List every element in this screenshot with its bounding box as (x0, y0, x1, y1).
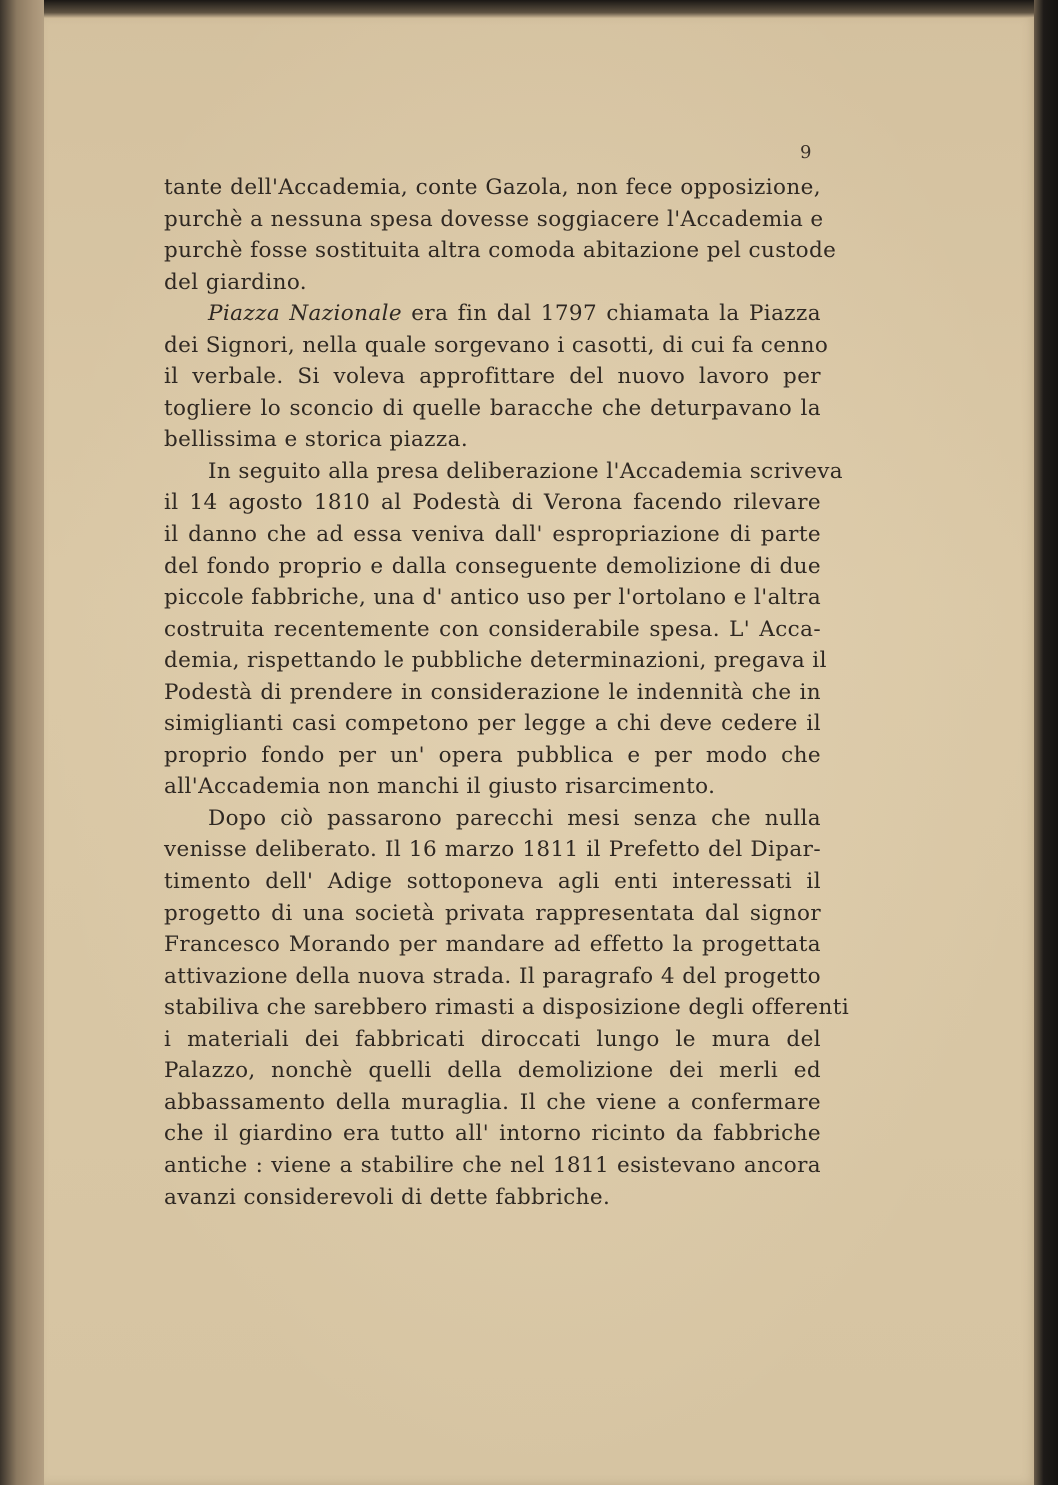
page-top-edge (44, 0, 1038, 18)
text-line: simiglianti casi competono per legge a chi deve cedere il (164, 711, 821, 737)
page-right-edge (1034, 0, 1058, 1485)
text-line: timento dell' Adige sottoponeva agli enti interessati il (164, 869, 821, 895)
text-line: demia, rispettando le pubbliche determinazioni, pregava il (164, 648, 827, 674)
italic-term: Piazza Nazionale (208, 301, 402, 327)
paragraph-3 (164, 456, 843, 803)
text-line: il danno che ad essa veniva dall' espropriazione di parte (164, 522, 821, 548)
text-line: bellissima e storica piazza. (164, 427, 469, 453)
binding-edge-left (0, 0, 48, 1485)
text-line: tante dell'Accademia, conte Gazola, non fece opposizione, (164, 175, 821, 200)
text-line: avanzi considerevoli di dette fabbriche. (164, 1184, 611, 1210)
paragraph-4 (164, 803, 850, 1213)
text-line (164, 298, 821, 330)
text-line: progetto di una società privata rappresentata dal signor (164, 900, 821, 926)
text-line: purchè fosse sostituita altra comoda abitazione pel custode (164, 238, 837, 264)
text-line: il 14 agosto 1810 al Podestà di Verona facendo rilevare (164, 490, 821, 516)
text-line: all'Accademia non manchi il giusto risarcimento. (164, 774, 716, 800)
paragraph-1 (164, 172, 837, 298)
body-text (164, 172, 850, 1213)
text-line: proprio fondo per un' opera pubblica e per modo che (164, 742, 821, 768)
text-line: Dopo ciò passarono parecchi mesi senza che nulla (208, 805, 821, 831)
paragraph-2 (164, 298, 829, 456)
text-line: togliere lo sconcio di quelle baracche che deturpavano la (164, 395, 821, 421)
text-line: costruita recentemente con considerabile spesa. L' Acca- (164, 616, 821, 642)
text-line: purchè a nessuna spesa dovesse soggiacere l'Accademia e (164, 206, 824, 232)
text-line: Podestà di prendere in considerazione le indennità che in (164, 679, 821, 705)
text-line: il verbale. Si voleva approfittare del nuovo lavoro per (164, 364, 821, 390)
text-line: del giardino. (164, 269, 308, 295)
text-line: del fondo proprio e dalla conseguente demolizione di due (164, 553, 821, 579)
text-line: abbassamento della muraglia. Il che viene a confermare (164, 1089, 821, 1115)
text-line: Francesco Morando per mandare ad effetto la progettata (164, 932, 821, 958)
text-line: stabiliva che sarebbero rimasti a disposizione degli offerenti (164, 995, 850, 1021)
text-line-rest: era fin dal 1797 chiamata la Piazza (401, 301, 821, 327)
text-line: Palazzo, nonchè quelli della demolizione dei merli ed (164, 1058, 821, 1084)
text-line: antiche : viene a stabilire che nel 1811 esistevano ancora (164, 1152, 821, 1178)
text-line: piccole fabbriche, una d' antico uso per l'ortolano e l'altra (164, 585, 822, 611)
text-line: venisse deliberato. Il 16 marzo 1811 il Prefetto del Dipar- (164, 837, 821, 863)
text-line: attivazione della nuova strada. Il paragrafo 4 del progetto (164, 963, 821, 989)
text-line: In seguito alla presa deliberazione l'Accademia scriveva (208, 458, 843, 484)
text-line: che il giardino era tutto all' intorno ricinto da fabbriche (164, 1121, 821, 1147)
text-line: dei Signori, nella quale sorgevano i casotti, di cui fa cenno (164, 332, 829, 358)
text-line: i materiali dei fabbricati diroccati lungo le mura del (164, 1026, 821, 1052)
page-number: 9 (800, 142, 812, 163)
